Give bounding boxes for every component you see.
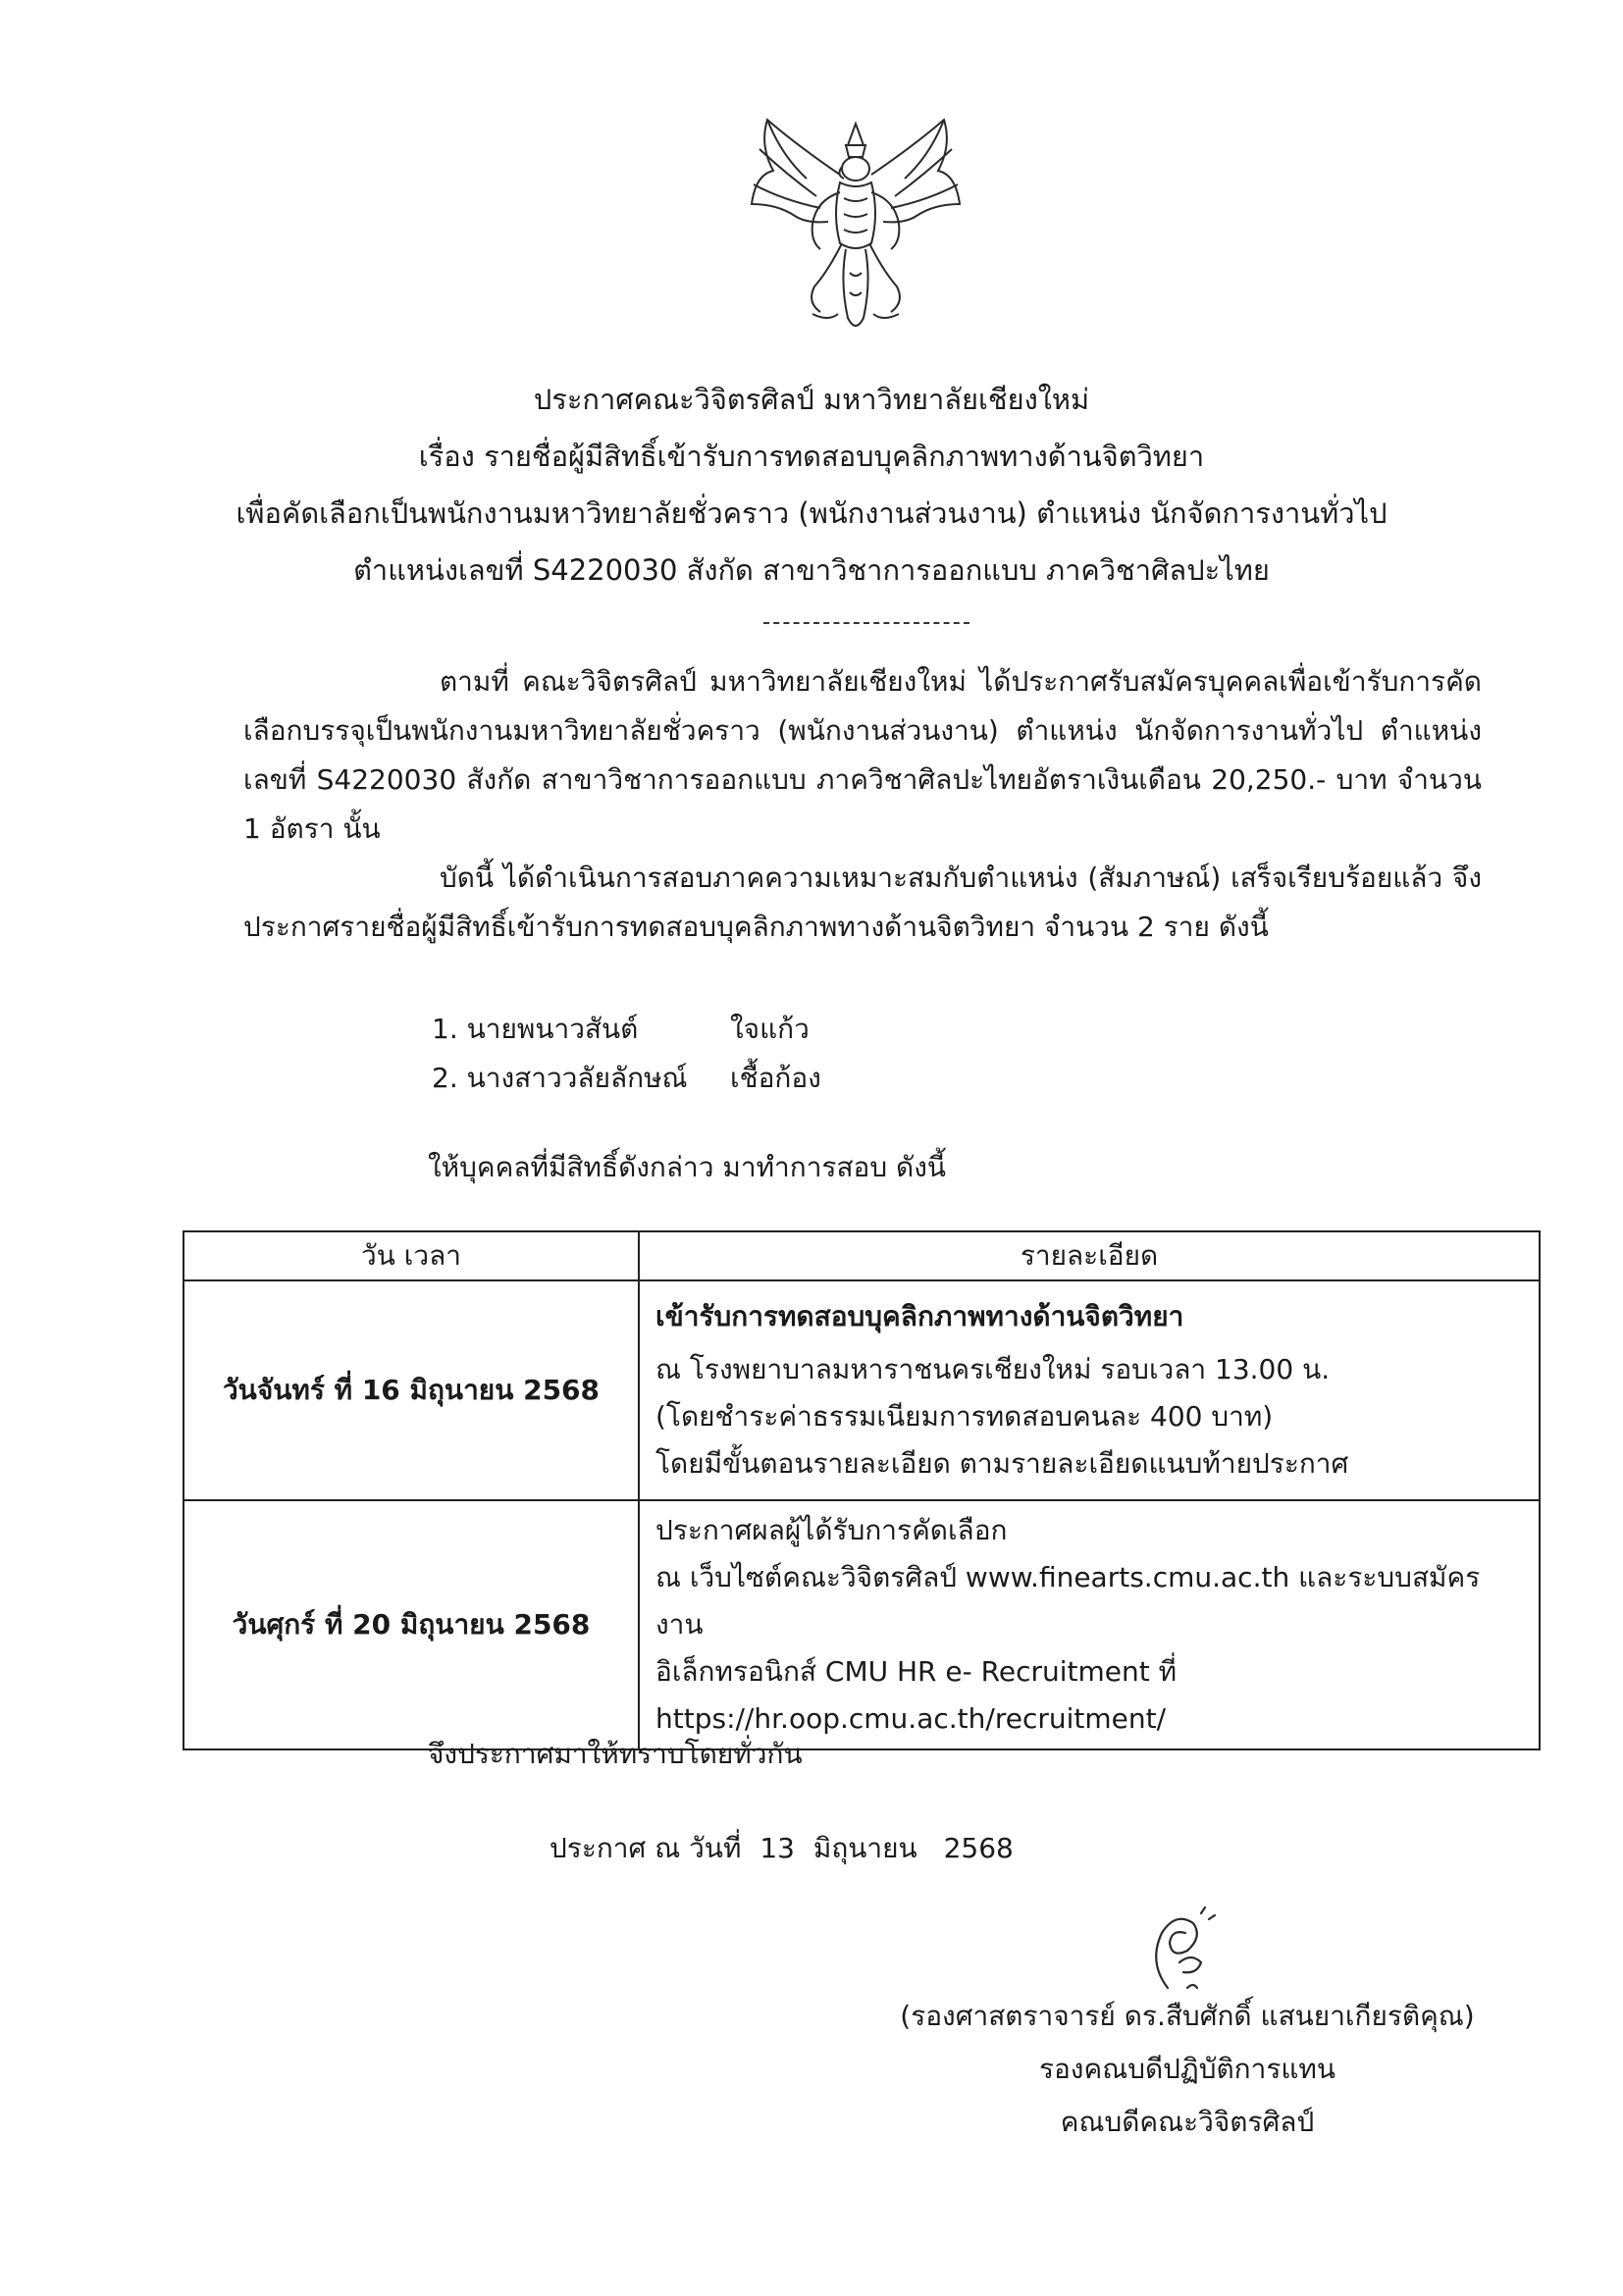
detail-title: เข้ารับการทดสอบบุคลิกภาพทางด้านจิตวิทยา: [655, 1300, 1184, 1332]
heading-divider: [763, 622, 969, 624]
heading-line-3: เพื่อคัดเลือกเป็นพนักงานมหาวิทยาลัยชั่วคราว (พนักงานส่วนงาน) ตำแหน่ง นักจัดการงานทั่วไป: [236, 496, 1387, 530]
candidate-surname: ใจแก้ว: [730, 1013, 810, 1045]
body-paragraph-1: [243, 657, 1482, 854]
list-item: [432, 1054, 821, 1103]
table-cell-date: วันจันทร์ ที่ 16 มิถุนายน 2568: [183, 1280, 639, 1500]
detail-line: https://hr.oop.cmu.ac.th/recruitment/: [655, 1702, 1167, 1735]
announcement-heading: [0, 371, 1623, 599]
body-paragraph-2: [243, 854, 1482, 952]
table-intro-text: ให้บุคคลที่มีสิทธิ์ดังกล่าว มาทำการสอบ ดังนี้: [428, 1151, 947, 1183]
heading-line-2: เรื่อง รายชื่อผู้มีสิทธิ์เข้ารับการทดสอบบุคลิกภาพทางด้านจิตวิทยา: [418, 440, 1205, 473]
detail-line: ณ โรงพยาบาลมหาราชนครเชียงใหม่ รอบเวลา 13.00 น.: [655, 1353, 1331, 1385]
detail-line: ณ เว็บไซต์คณะวิจิตรศิลป์ www.finearts.cmu.ac.th และระบบสมัครงาน: [655, 1561, 1481, 1641]
announcement-date: [550, 1827, 1014, 1870]
candidate-surname: เชื้อก้อง: [730, 1062, 821, 1094]
candidate-name: 1. นายพนาวสันต์: [432, 1013, 639, 1045]
column-header-detail: รายละเอียด: [639, 1231, 1540, 1280]
table-cell-detail: [639, 1500, 1540, 1749]
closing-statement: จึงประกาศมาให้ทราบโดยทั่วกัน: [428, 1738, 803, 1770]
signer-position: คณบดีคณะวิจิตรศิลป์: [1060, 2106, 1315, 2138]
date-year: 2568: [943, 1832, 1014, 1864]
detail-line: (โดยชำระค่าธรรมเนียมการทดสอบคนละ 400 บาท): [655, 1400, 1274, 1433]
date-month: มิถุนายน: [812, 1832, 917, 1864]
column-header-date: วัน เวลา: [183, 1231, 639, 1280]
schedule-table: [183, 1230, 1541, 1750]
table-row: [183, 1280, 1540, 1500]
table-row: [183, 1500, 1540, 1749]
table-cell-detail: [639, 1280, 1540, 1500]
table-header-row: [183, 1231, 1540, 1280]
signer-block: [883, 1990, 1492, 2149]
detail-title: ประกาศผลผู้ได้รับการคัดเลือก: [655, 1514, 1008, 1546]
table-cell-date: วันศุกร์ ที่ 20 มิถุนายน 2568: [183, 1500, 639, 1749]
date-day: 13: [759, 1832, 795, 1864]
garuda-emblem-icon: [738, 106, 973, 341]
heading-line-4: ตำแหน่งเลขที่ S4220030 สังกัด สาขาวิชาการออกแบบ ภาควิชาศิลปะไทย: [353, 553, 1270, 587]
heading-line-1: ประกาศคณะวิจิตรศิลป์ มหาวิทยาลัยเชียงใหม่: [533, 383, 1090, 416]
list-item: [432, 1005, 821, 1054]
body-paragraph-1-text: ตามที่ คณะวิจิตรศิลป์ มหาวิทยาลัยเชียงใหม่ ได้ประกาศรับสมัครบุคคลเพื่อเข้ารับการคัดเลือกบรรจุเป็นพนักงานมหาวิทยาลัยชั่วคราว (พนักงานส่วนงาน) ตำแหน่ง นักจัดการงานทั่วไป ตำแหน่งเลขที่ S4220030 สังกัด สาขาวิชาการออกแบบ ภาควิชาศิลปะไทยอัตราเงินเดือน 20,250.- บาท จำนวน 1 อัตรา นั้น: [243, 665, 1482, 845]
detail-line: อิเล็กทรอนิกส์ CMU HR e- Recruitment ที่: [655, 1655, 1178, 1688]
candidate-name: 2. นางสาววลัยลักษณ์: [432, 1062, 688, 1094]
signer-position: รองคณบดีปฏิบัติการแทน: [1038, 2053, 1336, 2085]
body-paragraph-2-text: บัดนี้ ได้ดำเนินการสอบภาคความเหมาะสมกับตำแหน่ง (สัมภาษณ์) เสร็จเรียบร้อยแล้ว จึงประกาศรายชื่อผู้มีสิทธิ์เข้ารับการทดสอบบุคลิกภาพทางด้านจิตวิทยา จำนวน 2 ราย ดังนี้: [243, 861, 1482, 943]
signer-name: (รองศาสตราจารย์ ดร.สืบศักดิ์ แสนยาเกียรติคุณ): [900, 2000, 1475, 2032]
date-prefix: ประกาศ ณ วันที่: [550, 1832, 742, 1864]
detail-line: โดยมีขั้นตอนรายละเอียด ตามรายละเอียดแนบท้ายประกาศ: [655, 1447, 1349, 1480]
candidate-list: [432, 1005, 821, 1103]
signature-icon: [1128, 1894, 1236, 2002]
